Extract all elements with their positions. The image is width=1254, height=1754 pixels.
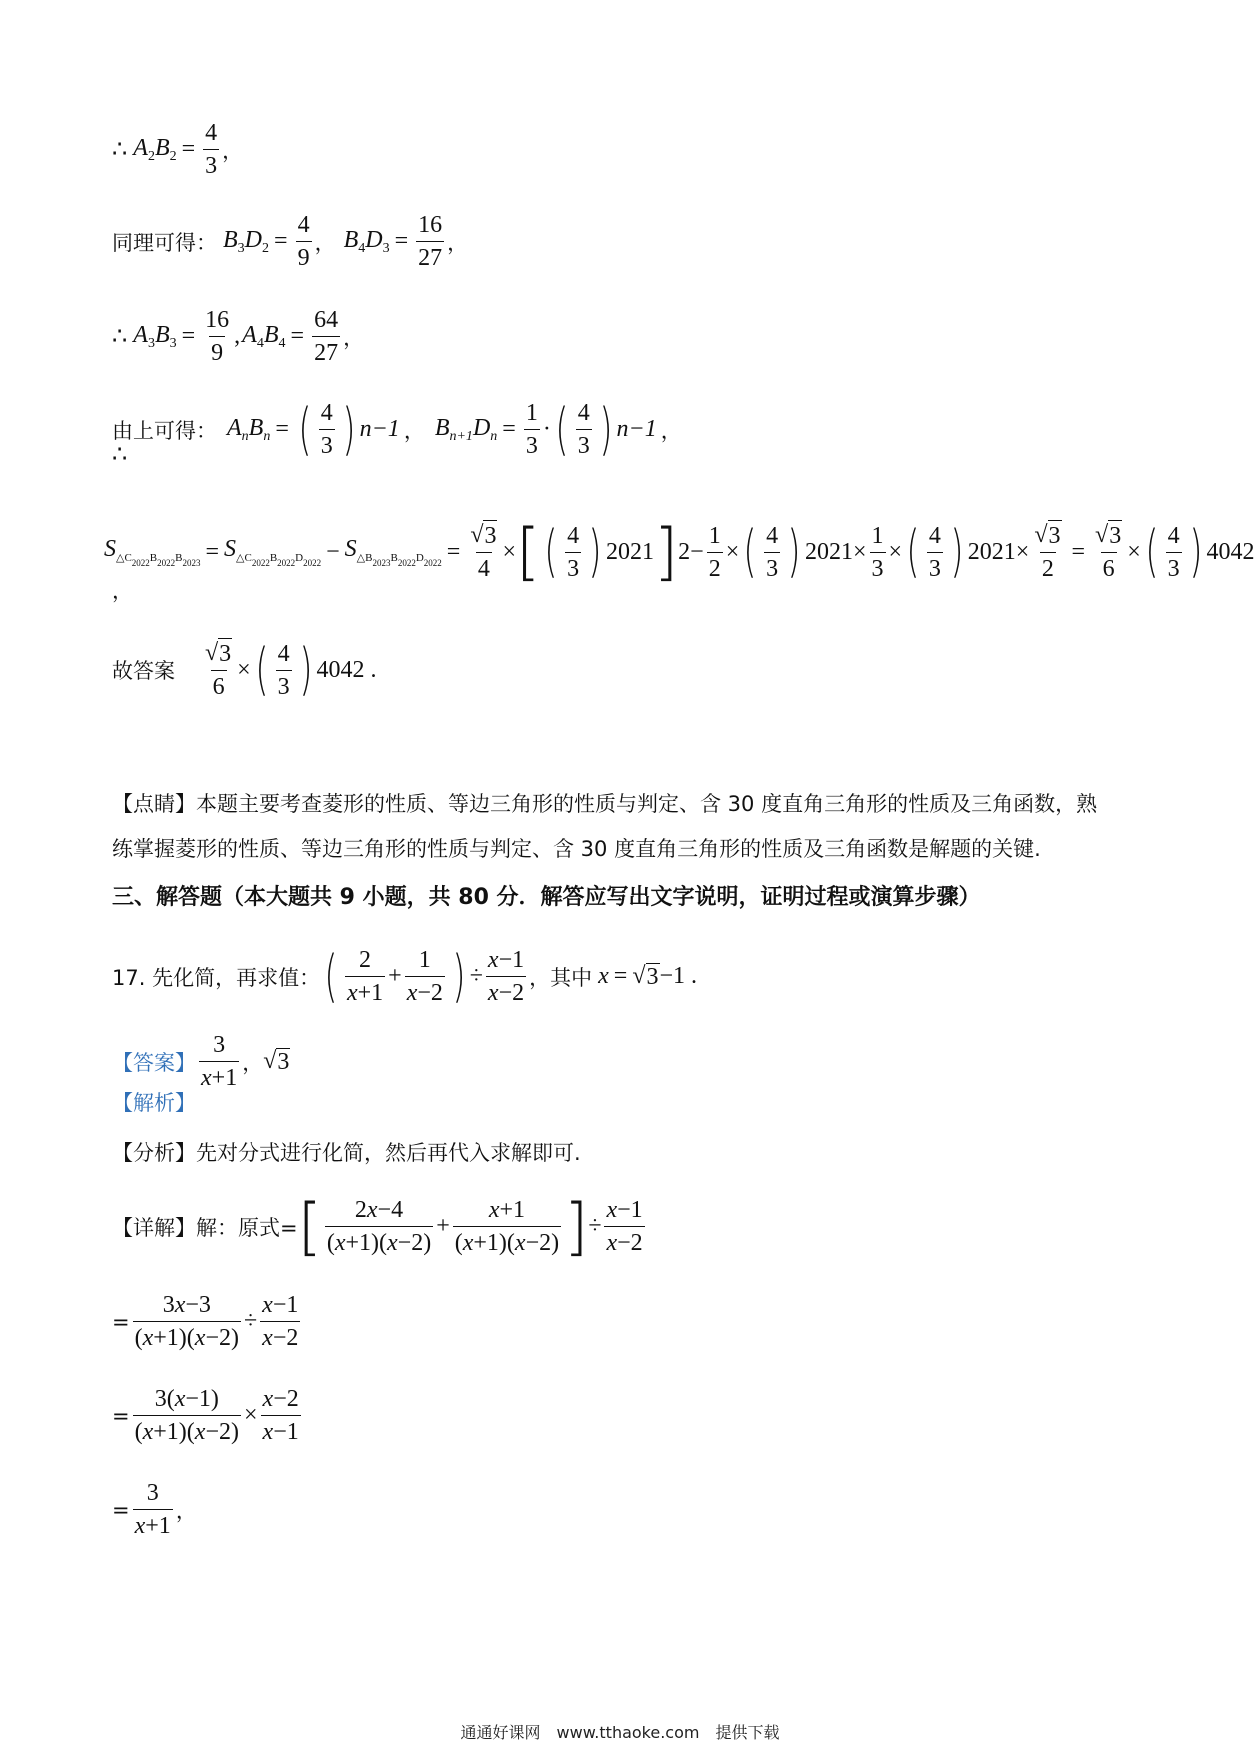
- line-a2b2: ∴ $A_2B_2$ = $\frac{4}{3}$ ，: [112, 120, 244, 179]
- line-area-expression: $S_{\triangle C_{2022}B_{2022}B_{2023}}$ = $S_{\triangle C_{2022}B_{2022}D_{2022}}$ − $S_{\triangle B_{2023}B_{2022}D_{2022}}$ = √ 3 4 × [ ( $\frac{4}{3}$ ) 2021 ] 2 − $\frac{1}{2}$ × ( $\frac{4}{3}$ ) 2021 × $\frac{1}{3}$ × ( $\frac{4}{3}$ ) 2021 × √ 3 2 = √ 3 6 × ( $\frac{4}{3}$ ) 4042: [104, 515, 1254, 588]
- fraction: $\frac{16}{27}$: [418, 212, 443, 271]
- segment-a2b2: $A_2B_2$: [133, 134, 177, 164]
- line-comma: ，: [112, 579, 133, 603]
- dianjing-line-1: 【点睛】本题主要考查菱形的性质、等边三角形的性质与判定、含 30 度直角三角形的性质及三角函数，熟: [112, 792, 1098, 816]
- section-title: 三、解答题（本大题共 9 小题，共 80 分．解答应写出文字说明，证明过程或演算步骤）: [112, 885, 981, 910]
- line-answer: 故答案 √ 3 6 × ( $\frac{4}{3}$ ) 4042 .: [112, 637, 377, 702]
- fenxi-line: 【分析】先对分式进行化简，然后再代入求解即可.: [112, 1141, 581, 1165]
- question-17: 17. 先化简，再求值： ( $\frac{2}{x+1}$ + $\frac{1}{x-2}$ ) ÷ $\frac{x-1}{x-2}$ ，其中 x = √ 3 −1 .: [112, 943, 698, 1009]
- jiexi-tag: 【解析】: [112, 1091, 196, 1115]
- fraction: $\frac{4}{9}$: [297, 212, 310, 271]
- answer-tag: 【答案】: [112, 1050, 196, 1075]
- fraction: $\frac{16}{9}$: [205, 307, 230, 366]
- detail-step-3: = $\frac{3(x-1)}{(x+1)(x-2)}$ × $\frac{x-2}{x-1}$: [112, 1386, 299, 1445]
- dianjing-line-2: 练掌握菱形的性质、等边三角形的性质与判定、含 30 度直角三角形的性质及三角函数是解题的关键.: [112, 837, 1041, 861]
- therefore-symbol: ∴: [112, 137, 128, 163]
- detail-step-4: = $\frac{3}{x+1}$ ，: [112, 1480, 197, 1539]
- line-general: 由上可得： $A_nB_n$ = ( $\frac{4}{3}$ ) n−1 ， $B_{n+1}D_n$ = $\frac{1}{3}$ · ( $\frac{4}{3}$ ) n−1 ，: [112, 396, 682, 462]
- detail-step-2: = $\frac{3x-3}{(x+1)(x-2)}$ ÷ $\frac{x-1}{x-2}$: [112, 1292, 299, 1351]
- fraction: $\frac{64}{27}$: [314, 307, 339, 366]
- fraction: $\frac{4}{3}$: [205, 120, 218, 179]
- footer-text: 通通好课网 www.tthaoke.com 提供下载: [460, 1723, 780, 1742]
- line-a3b3: ∴ $A_3B_3$ = $\frac{16}{9}$ , $A_4B_4$ = $\frac{64}{27}$ ，: [112, 307, 365, 366]
- answer-line: 【答案】 $\frac{3}{x+1}$ ， √ 3: [112, 1032, 290, 1091]
- line-therefore: ∴: [112, 442, 128, 468]
- label-similar: 同理可得：: [112, 230, 217, 255]
- detail-step-1: 【详解】解：原式= [ $\frac{2x-4}{(x+1)(x-2)}$ + $\frac{x+1}{(x+1)(x-2)}$ ] ÷ $\frac{x-1}{x-2}$: [112, 1189, 643, 1263]
- line-similar: 同理可得： $B_3D_2$ = $\frac{4}{9}$ ， $B_4D_3$ = $\frac{16}{27}$ ，: [112, 212, 469, 271]
